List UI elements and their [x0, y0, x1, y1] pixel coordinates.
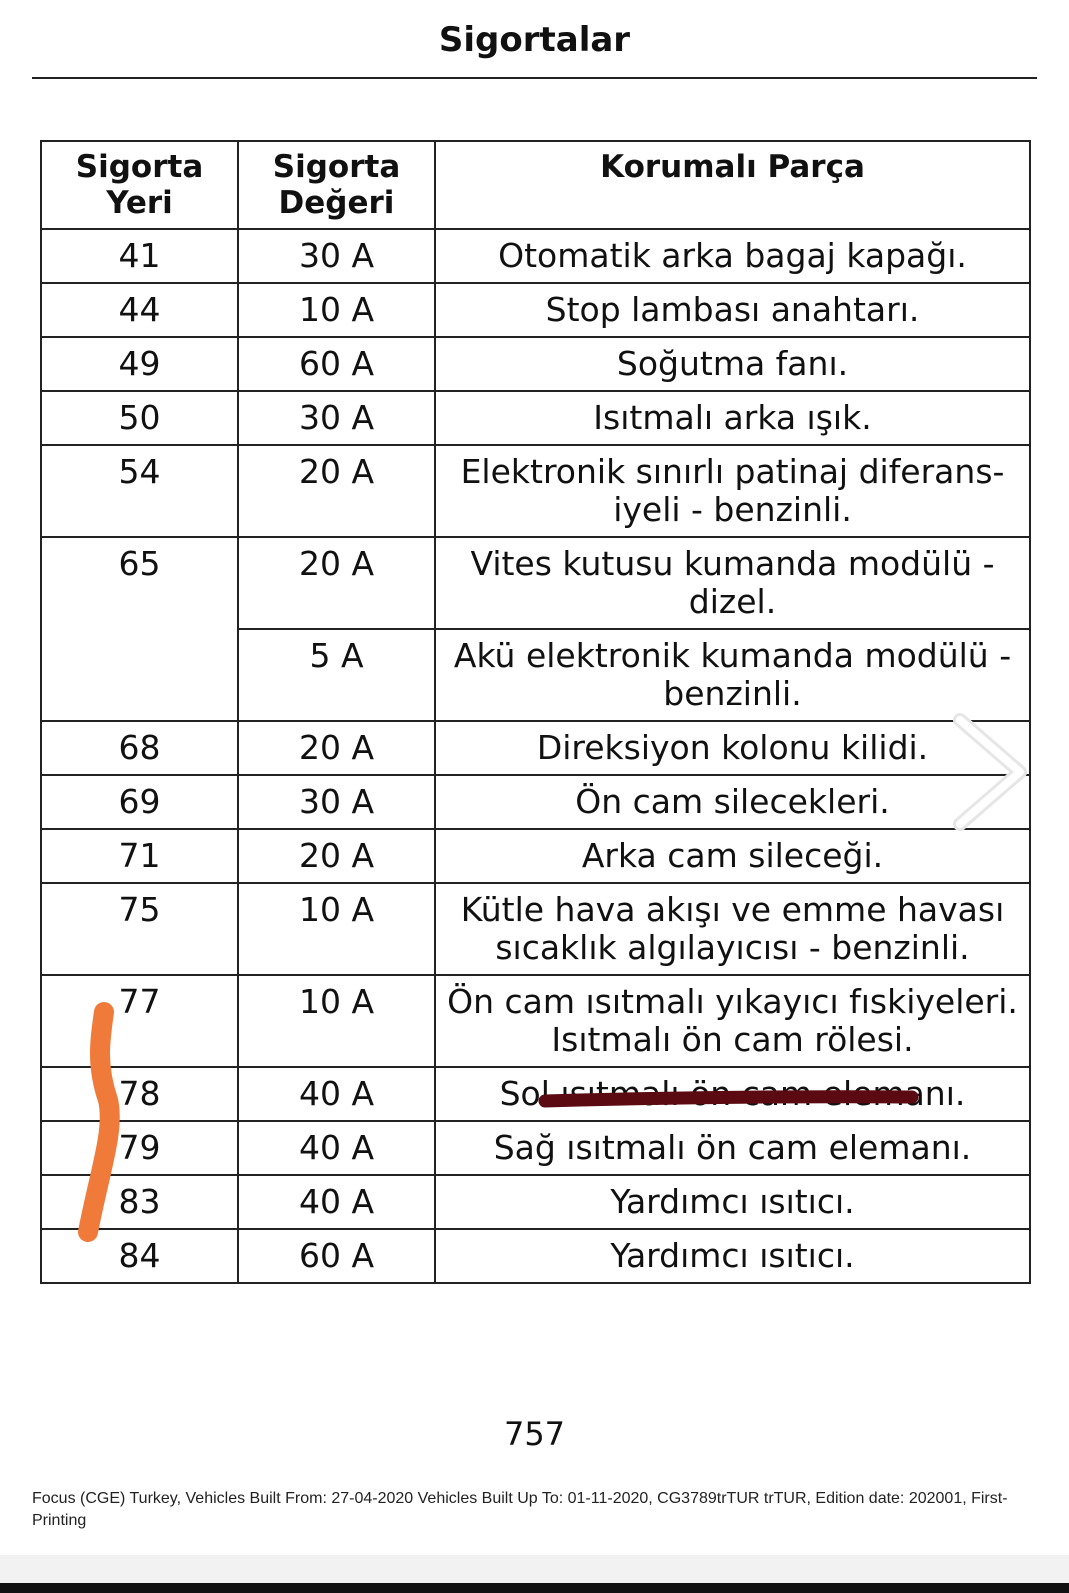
- fuse-location: 50: [41, 391, 238, 445]
- page-number: 757: [503, 1415, 566, 1453]
- protected-part: Ön cam ısıtmalı yıkayıcı fıskiyeleri. Isıtmalı ön cam rölesi.: [435, 975, 1030, 1067]
- table-row: [41, 229, 1030, 283]
- fuse-location: 84: [41, 1229, 238, 1283]
- protected-part: Sol ısıtmalı ön cam elemanı.: [435, 1067, 1030, 1121]
- fuse-location: 41: [41, 229, 238, 283]
- table-row: [41, 883, 1030, 975]
- fuse-location: 69: [41, 775, 238, 829]
- protected-part: Akü elektronik kumanda modülü - benzinli.: [435, 629, 1030, 721]
- fuse-rating: 10 A: [238, 283, 435, 337]
- fuse-rating: 20 A: [238, 829, 435, 883]
- fuse-rating: 40 A: [238, 1175, 435, 1229]
- table-row: [41, 721, 1030, 775]
- protected-part: Otomatik arka bagaj kapağı.: [435, 229, 1030, 283]
- table-row: [41, 283, 1030, 337]
- chevron-right-icon[interactable]: [950, 712, 1030, 832]
- fuse-location: 77: [41, 975, 238, 1067]
- header-protected-part: Korumalı Parça: [435, 141, 1030, 229]
- protected-part: Arka cam sileceği.: [435, 829, 1030, 883]
- header-fuse-rating: Sigorta Değeri: [238, 141, 435, 229]
- fuse-rating: 10 A: [238, 975, 435, 1067]
- table-row: [41, 1175, 1030, 1229]
- fuse-rating: 20 A: [238, 445, 435, 537]
- table-row: [41, 1229, 1030, 1283]
- fuse-rating: 30 A: [238, 391, 435, 445]
- fuse-rating: 30 A: [238, 775, 435, 829]
- protected-part: Stop lambası anahtarı.: [435, 283, 1030, 337]
- bottom-bar: [0, 1583, 1069, 1593]
- table-row: [41, 1121, 1030, 1175]
- table-header-row: [41, 141, 1030, 229]
- protected-part: Yardımcı ısıtıcı.: [435, 1229, 1030, 1283]
- fuse-rating: 20 A: [238, 721, 435, 775]
- table-row: [41, 975, 1030, 1067]
- fuse-rating: 40 A: [238, 1121, 435, 1175]
- protected-part: Elektronik sınırlı patinaj diferans-iyeli - benzinli.: [435, 445, 1030, 537]
- table-row: [41, 445, 1030, 537]
- fuse-rating: 30 A: [238, 229, 435, 283]
- fuse-location: 75: [41, 883, 238, 975]
- table-row: [41, 337, 1030, 391]
- fuse-location: 83: [41, 1175, 238, 1229]
- fuse-rating: 20 A: [238, 537, 435, 629]
- fuse-location: 71: [41, 829, 238, 883]
- fuse-location: 44: [41, 283, 238, 337]
- fuse-rating: 60 A: [238, 337, 435, 391]
- page-title: Sigortalar: [438, 20, 631, 60]
- fuse-location: 54: [41, 445, 238, 537]
- table-row: [41, 537, 1030, 629]
- protected-part: Kütle hava akışı ve emme havası sıcaklık algılayıcısı - benzinli.: [435, 883, 1030, 975]
- fuse-table: [40, 140, 1031, 1284]
- fuse-location: 49: [41, 337, 238, 391]
- protected-part: Isıtmalı arka ışık.: [435, 391, 1030, 445]
- protected-part: Yardımcı ısıtıcı.: [435, 1175, 1030, 1229]
- fuse-location: 79: [41, 1121, 238, 1175]
- table-row: [41, 829, 1030, 883]
- protected-part: Soğutma fanı.: [435, 337, 1030, 391]
- protected-part: Vites kutusu kumanda modülü - dizel.: [435, 537, 1030, 629]
- table-row: [41, 1067, 1030, 1121]
- fuse-rating: 40 A: [238, 1067, 435, 1121]
- fuse-rating: 60 A: [238, 1229, 435, 1283]
- fuse-location: 68: [41, 721, 238, 775]
- protected-part: Ön cam silecekleri.: [435, 775, 1030, 829]
- fuse-location: 65: [41, 537, 238, 721]
- bottom-strip: [0, 1555, 1069, 1583]
- protected-part: Direksiyon kolonu kilidi.: [435, 721, 1030, 775]
- fuse-rating: 10 A: [238, 883, 435, 975]
- footer-text: Focus (CGE) Turkey, Vehicles Built From: 27-04-2020 Vehicles Built Up To: 01-11-2020, CG3789trTUR trTUR, Edition date: 202001, First-Printing: [32, 1490, 1008, 1529]
- fuse-rating: 5 A: [238, 629, 435, 721]
- table-row: [41, 775, 1030, 829]
- table-row: [41, 391, 1030, 445]
- title-divider: [32, 77, 1037, 79]
- fuse-location: 78: [41, 1067, 238, 1121]
- protected-part: Sağ ısıtmalı ön cam elemanı.: [435, 1121, 1030, 1175]
- header-fuse-location: Sigorta Yeri: [41, 141, 238, 229]
